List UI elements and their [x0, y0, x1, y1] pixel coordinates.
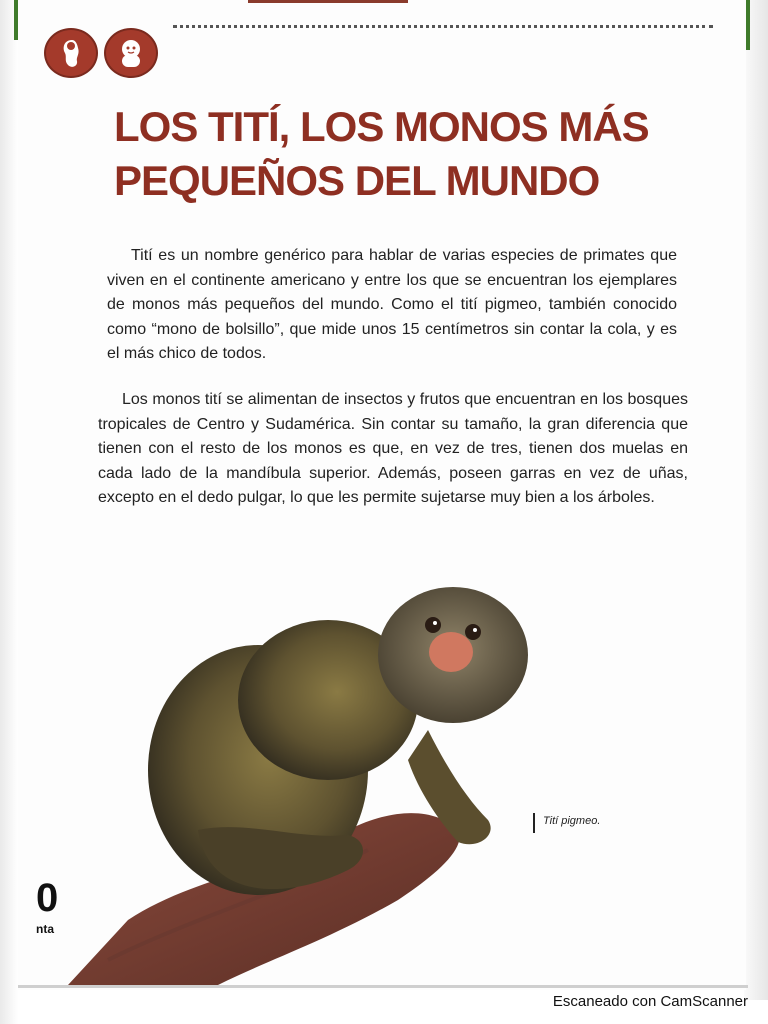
page-number: 0 [36, 876, 59, 920]
bottom-rule [18, 985, 748, 988]
header-dotted-rule [173, 25, 713, 28]
top-mark [248, 0, 408, 3]
scan-edge-right [744, 0, 768, 1000]
page-title [114, 100, 714, 208]
paragraph-1: Tití es un nombre genérico para hablar de varias especies de primates que viven en el continente americano y entre los que se encuentran los ejemplares de monos más pequeños del mundo. Como el tití pigmeo, también conocido como “mono de bolsillo”, que mide unos 15 centímetros sin contar la cola, y es el más chico de todos. [107, 247, 677, 362]
scanner-watermark: Escaneado con CamScanner [552, 993, 748, 1010]
pygmy-marmoset-photo [68, 580, 538, 985]
paragraph-2: Los monos tití se alimentan de insectos y frutos que encuentran en los bosques tropicales de Centro y Sudamérica. Sin contar su tamaño, la gran diferencia que tienen con el resto de los monos es que, en vez de tres, tienen dos muelas en cada lado de la mandíbula superior. Además, poseen garras en vez de uñas, excepto en el dedo pulgar, lo que les permite sujetarse muy bien a los árboles. [98, 391, 688, 506]
caption-bar [533, 813, 535, 833]
scan-edge-left [0, 0, 18, 1024]
title-line-1: LOS TITÍ, LOS MONOS MÁS [114, 103, 649, 150]
document-page [18, 0, 746, 990]
image-caption: Tití pigmeo. [543, 815, 601, 827]
fetus-icon [44, 28, 98, 78]
section-label: nta [36, 922, 54, 936]
title-line-2: PEQUEÑOS DEL MUNDO [114, 157, 600, 204]
baby-icon [104, 28, 158, 78]
